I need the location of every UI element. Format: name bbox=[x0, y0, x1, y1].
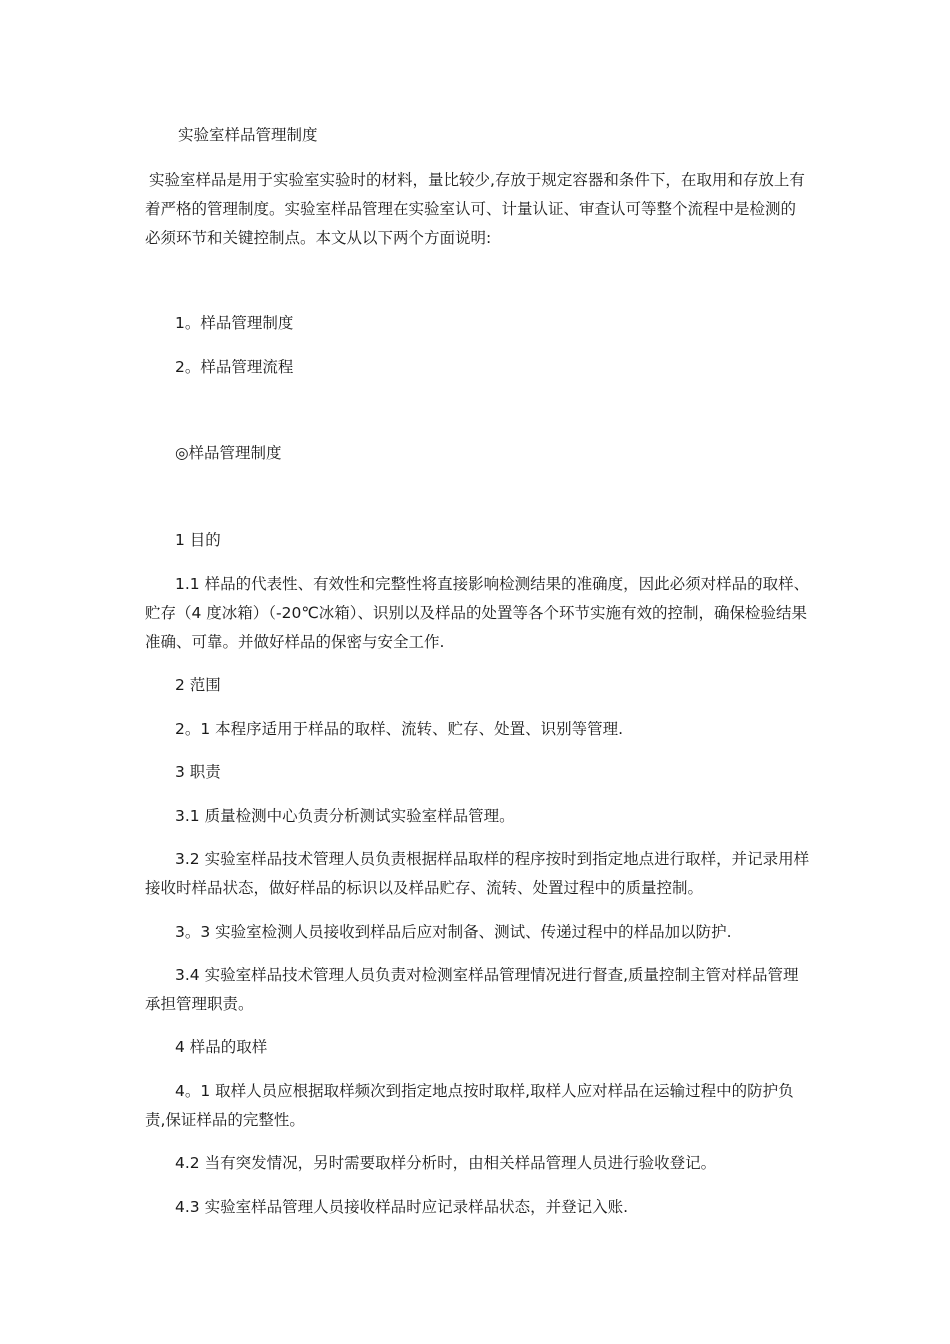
outline-item: 1。样品管理制度 bbox=[175, 314, 294, 332]
clause-paragraph: 3.4 实验室样品技术管理人员负责对检测室样品管理情况进行督查,质量控制主管对样品管理承担管理职责。 bbox=[145, 966, 799, 1013]
clause-paragraph: 1.1 样品的代表性、有效性和完整性将直接影响检测结果的准确度，因此必须对样品的取样、贮存（4 度冰箱）（-20℃冰箱）、识别以及样品的处置等各个环节实施有效的控制，确保检验结果准确、可靠。并做好样品的保密与安全工作. bbox=[145, 575, 810, 651]
clause-paragraph: 4.3 实验室样品管理人员接收样品时应记录样品状态，并登记入账. bbox=[175, 1198, 629, 1216]
clause-paragraph: 3.2 实验室样品技术管理人员负责根据样品取样的程序按时到指定地点进行取样，并记录用样接收时样品状态，做好样品的标识以及样品贮存、流转、处置过程中的质量控制。 bbox=[145, 850, 810, 897]
clause-heading: 4 样品的取样 bbox=[175, 1038, 268, 1056]
outline-item: 2。样品管理流程 bbox=[175, 358, 294, 376]
clause-paragraph: 2。1 本程序适用于样品的取样、流转、贮存、处置、识别等管理. bbox=[175, 720, 624, 738]
clause-paragraph: 4.2 当有突发情况，另时需要取样分析时，由相关样品管理人员进行验收登记。 bbox=[175, 1154, 717, 1172]
clause-heading: 3 职责 bbox=[175, 763, 221, 781]
clause-paragraph: 4。1 取样人员应根据取样频次到指定地点按时取样,取样人应对样品在运输过程中的防护负责,保证样品的完整性。 bbox=[145, 1082, 794, 1129]
intro-paragraph: 实验室样品是用于实验室实验时的材料，量比较少,存放于规定容器和条件下，在取用和存放上有着严格的管理制度。实验室样品管理在实验室认可、计量认证、审查认可等整个流程中是检测的必须环节和关键控制点。本文从以下两个方面说明: bbox=[145, 171, 805, 247]
clause-heading: 1 目的 bbox=[175, 531, 221, 549]
clause-paragraph: 3.1 质量检测中心负责分析测试实验室样品管理。 bbox=[175, 807, 515, 825]
document-title: 实验室样品管理制度 bbox=[178, 126, 318, 144]
clause-heading: 2 范围 bbox=[175, 676, 221, 694]
section-heading: ◎样品管理制度 bbox=[175, 444, 282, 462]
clause-paragraph: 3。3 实验室检测人员接收到样品后应对制备、测试、传递过程中的样品加以防护. bbox=[175, 923, 732, 941]
